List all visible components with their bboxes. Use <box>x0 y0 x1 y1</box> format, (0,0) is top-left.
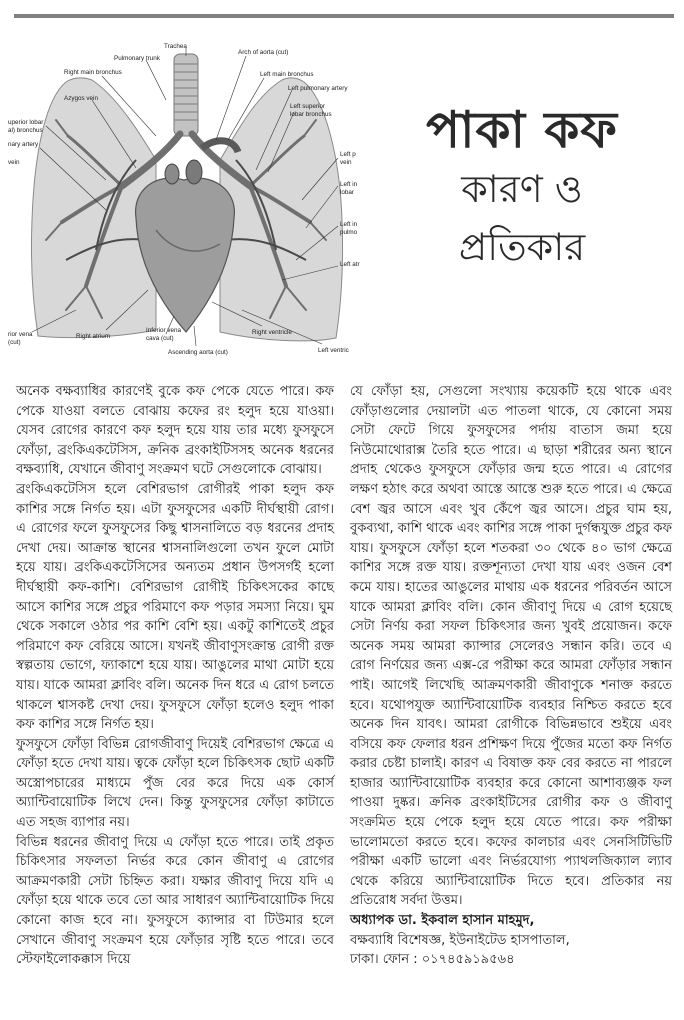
label-arch-of-aorta: Arch of aorta (cut) <box>238 49 289 56</box>
label-left-superior-1: Left superior <box>290 103 326 110</box>
paragraph: অনেক বক্ষব্যাধির কারণেই বুকে কফ পেকে যেতে পারে। কফ পেকে যাওয়া বলতে বোঝায় কফের রং হলুদ হয়ে যাওয়া। যেসব রোগের কারণে কফ হলুদ হয়ে যায় তার মধ্যে ফুসফুসে ফোঁড়া, ব্রংকিএকটেসিস, ক্রনিক ব্রংকাইটিসসহ অনেক ধরনের বক্ষব্যাধি, যেখানে জীবাণু সংক্রমণ ঘটে সেগুলোকে বোঝায়। <box>16 384 334 478</box>
paragraph: বিভিন্ন ধরনের জীবাণু দিয়ে এ ফোঁড়া হতে পারে। তাই প্রকৃত চিকিৎসার সফলতা নির্ভর করে কোন জীবাণু এ রোগের আক্রমণকারী সেটা চিহ্নিত করা। যক্ষার জীবাণু দিয়ে যদি এ ফোঁড়া হয়ে থাকে তবে তো আর সাধারণ অ্যান্টিবায়োটিক দিয়ে কোনো কাজ হবে না। ফুসফুসে ক্যান্সার বা টিউমার হলে সেখানে জীবাণু সংক্রমণ হয়ে ফোঁড়ার সৃষ্টি হতে পারে। তবে স্টেফাইলোকক্কাস দিয়ে <box>16 834 334 968</box>
label-left-atrium: Left atr <box>340 261 360 268</box>
author-contact: ঢাকা। ফোন : ০১৭৪৫৯১৯৫৬৪ <box>350 952 515 968</box>
label-right-main-bronchus: Right main bronchus <box>64 69 122 76</box>
label-superior-vena-1: rior vena <box>8 331 33 338</box>
label-left-pulm-2: vein <box>340 159 352 166</box>
label-left-pulm-1: Left p <box>340 151 356 158</box>
label-artery-left: nary artery <box>8 141 39 148</box>
article-headline <box>370 100 674 276</box>
label-left-ventricle: Left ventric <box>318 347 349 354</box>
label-superior-lobar-1: uperior lobar <box>8 119 44 126</box>
top-rule <box>14 14 674 18</box>
trachea-shape <box>174 54 198 136</box>
label-left-pulmonary-artery: Left pulmonary artery <box>288 85 348 92</box>
label-left-lobar-2: lobar <box>340 189 355 196</box>
label-left-lobar-1: Left in <box>340 181 358 188</box>
label-superior-vena-2: (cut) <box>8 339 21 346</box>
label-inferior-vena-cava-1: Inferior vena <box>146 327 182 334</box>
author-name: অধ্যাপক ডা. ইকবাল হাসান মাহমুদ, <box>350 913 535 929</box>
label-right-ventricle: Right ventricle <box>252 329 292 336</box>
paragraph: যে ফোঁড়া হয়, সেগুলো সংখ্যায় কয়েকটি হয়ে থাকে এবং ফোঁড়াগুলোর দেয়ালটা এত পাতলা থাকে, যে কোনো সময় সেটা ফেটে গিয়ে ফুসফুসের পর্দায় বাতাস জমা হয়ে নিউমোথোরাক্স তৈরি হতে পারে। এ ছাড়া শরীরের অন্য স্থানে প্রদাহ থেকেও ফুসফুসে ফোঁড়ার জন্ম হতে পারে। এ রোগের লক্ষণ হঠাৎ করে অথবা আস্তে আস্তে শুরু হতে পারে। এ ক্ষেত্রে বেশ জ্বর আসে এবং খুব কেঁপে জ্বর আসে। প্রচুর ঘাম হয়, বুকব্যথা, কাশি থাকে এবং কাশির সঙ্গে পাকা দুর্গন্ধযুক্ত প্রচুর কফ যায়। ফুসফুসে ফোঁড়া হলে শতকরা ৩০ থেকে ৪০ ভাগ ক্ষেত্রে কাশির সঙ্গে রক্ত যায়। রক্তশূন্যতা দেখা যায় এবং ওজন বেশ কমে যায়। হাতের আঙুলের মাথায় এক ধরনের পরিবর্তন আসে যাকে আমরা ক্লাবিং বলি। কোন জীবাণু দিয়ে এ রোগ হয়েছে সেটা নির্ণয় করা সফল চিকিৎসার জন্য খুবই প্রয়োজন। কফে অনেক সময় আমরা ক্যান্সার সেলেরও সন্ধান করি। তবে এ রোগ নির্ণয়ের জন্য এক্স-রে পরীক্ষা করে আমরা ফোঁড়ার সন্ধান পাই। আগেই লিখেছি আক্রমণকারী জীবাণুকে শনাক্ত করতে হবে। যথোপযুক্ত অ্যান্টিবায়োটিক ব্যবহার নিশ্চিত করতে হবে অনেক দিন যাবৎ। আমরা রোগীকে বিভিন্নভাবে শুইয়ে এবং বসিয়ে কফ ফেলার ধরন প্রশিক্ষণ দিয়ে পুঁজের মতো কফ নির্গত করার চেষ্টা চালাই। কারণ এ বিষাক্ত কফ বের করতে না পারলে হাজার অ্যান্টিবায়োটিক ব্যবহার করে কোনো আশাব্যঞ্জক ফল পাওয়া দুষ্কর। ক্রনিক ব্রংকাইটিসের রোগীর কফ ও জীবাণু সংক্রমিত হয়ে পেকে হলুদ হয়ে যেতে পারে। কফ পরীক্ষা ভালোমতো করতে হবে। কফের কালচার এবং সেনসিটিভিটি পরীক্ষা একটি ভালো এবং নির্ভরযোগ্য প্যাথলজিক্যাল ল্যাব থেকে করিয়ে অ্যান্টিবায়োটিক দিতে হবে। প্রতিকার নয় প্রতিরোধ সর্বদা উত্তম। <box>350 384 672 909</box>
article-subtitle-line-2: প্রতিকার <box>458 225 586 269</box>
label-ascending-aorta: Ascending aorta (cut) <box>168 349 228 356</box>
paragraph: ফুসফুসে ফোঁড়া বিভিন্ন রোগজীবাণু দিয়েই বেশিরভাগ ক্ষেত্রে এ ফোঁড়া হতে দেখা যায়। ত্বকে ফোঁড়া হলে চিকিৎসক ছোট একটি অস্ত্রোপচারের মাধ্যমে পুঁজ বের করে দিয়ে এক কোর্স অ্যান্টিবায়োটিক লিখে দেন। কিন্তু ফুসফুসের ফোঁড়া কাটাতে এত সহজ ব্যাপার নয়। <box>16 736 334 831</box>
author-title: বক্ষব্যাধি বিশেষজ্ঞ, ইউনাইটেড হাসপাতাল, <box>350 932 570 948</box>
label-left-superior-2: lobar bronchus <box>290 111 332 118</box>
label-superior-lobar-2: al) bronchus <box>8 127 43 134</box>
label-left-main-bronchus: Left main bronchus <box>260 71 314 78</box>
article-title: পাকা কফ <box>426 101 618 159</box>
label-vein-left: vein <box>8 159 20 166</box>
label-trachea: Trachea <box>164 43 187 50</box>
label-pulmonary-trunk: Pulmonary trunk <box>114 55 160 62</box>
label-inferior-vena-cava-2: cava (cut) <box>146 335 174 342</box>
lung-anatomy-svg <box>6 40 364 362</box>
paragraph: ব্রংকিএকটেসিস হলে বেশিরভাগ রোগীরই পাকা হলুদ কফ কাশির সঙ্গে নির্গত হয়। এটা ফুসফুসের একটি দীর্ঘস্থায়ী রোগ। এ রোগের ফলে ফুসফুসের কিছু শ্বাসনালিতে বড় ধরনের প্রদাহ দেখা দেয়। আক্রান্ত স্থানের শ্বাসনালিগুলো তখন ফুলে মোটা হয়ে যায়। ব্রংকিএকটেসিসের অন্যতম প্রধান উপসর্গই হলো দীর্ঘস্থায়ী কফ-কাশি। বেশিরভাগ রোগীই চিকিৎসকের কাছে আসে কাশির সঙ্গে প্রচুর পরিমাণে কফ পড়ার সমস্যা নিয়ে। ঘুম থেকে সকালে ওঠার পর কাশি বেশি হয়। একটু কাশিতেই প্রচুর পরিমাণে কফ বেরিয়ে আসে। যখনই জীবাণুসংক্রান্ত রোগী রক্ত স্বল্পতায় ভোগে, ফ্যাকাশে হয়ে যায়। আঙুলের মাথা মোটা হয়ে যায়। যাকে আমরা ক্লাবিং বলি। অনেক দিন ধরে এ রোগ চলতে থাকলে শ্বাসকষ্ট দেখা দেয়। ফুসফুসে ফোঁড়া হলেও হলুদ পাকা কফ কাশির সঙ্গে নির্গত হয়। <box>16 481 334 733</box>
article-subtitle-line-1: কারণ ও <box>461 167 583 211</box>
label-azygos-vein: Azygos vein <box>64 95 98 102</box>
label-right-atrium: Right atrium <box>76 333 110 340</box>
lung-anatomy-illustration <box>6 40 364 362</box>
label-left-inf-1: Left in <box>340 221 358 228</box>
left-text-column <box>16 382 334 970</box>
right-text-column <box>350 382 672 970</box>
label-left-inf-2: pulmo <box>340 229 358 236</box>
